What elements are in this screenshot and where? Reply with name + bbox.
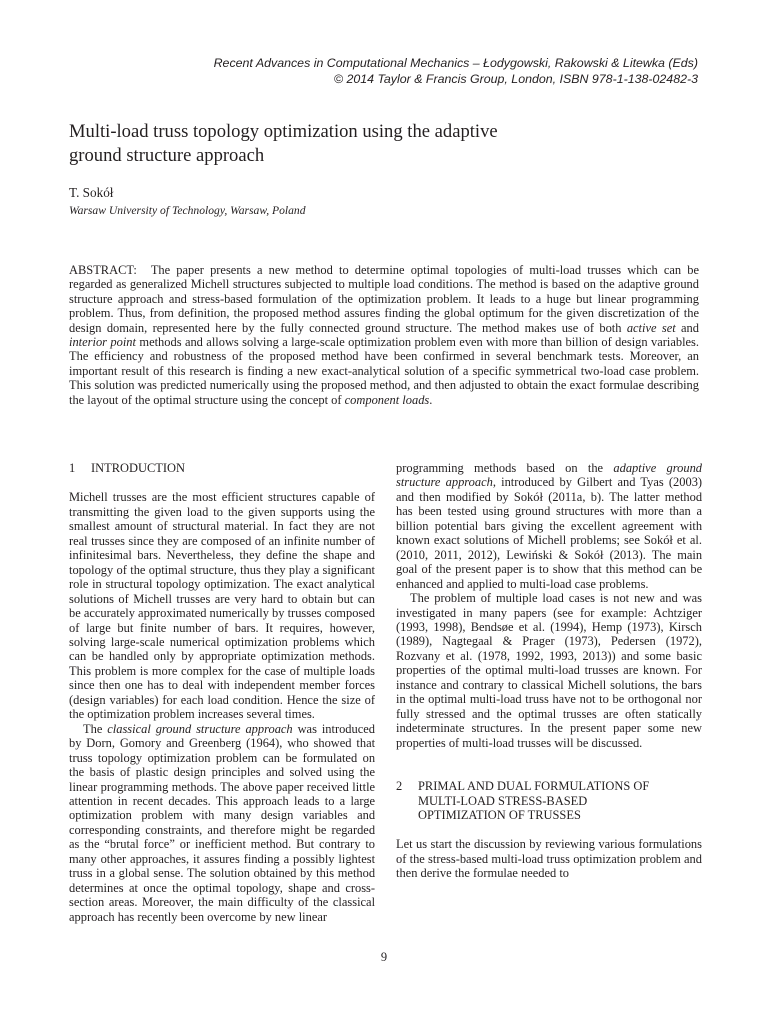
section-1-heading bbox=[69, 461, 375, 475]
abstract-text-1: The paper presents a new method to determine optimal topologies of multi-load trusses which can be regarded as generalized Michell structures subjected to multiple load conditions. The method is based on the adaptive ground structure approach and stress-based formulation of the optimization problem. It leads to a huge but linear programming problem. Thus, from definition, the proposed method assures finding the global optimum for the given discretization of the design domain, represented here by the fully connected ground structure. The method makes use of both bbox=[69, 263, 699, 335]
section-2-paragraph-1: Let us start the discussion by reviewing various formulations of the stress-based multi-load truss optimization problem and then derive the formulae needed to bbox=[396, 837, 702, 881]
intro-paragraph-2: The classical ground structure approach was introduced by Dorn, Gomory and Greenberg (1964), who showed that truss topology optimization problem can be formulated on the basis of plastic design principles and solved using the linear programming methods. The above paper received little attention in recent decades. This approach leads to a large optimization problem with many design variables and corresponding constraints, and therefore might be regarded as the “brutal force” or inefficient method. But contrary to many other approaches, it assures finding a possibly lightest truss in a global sense. The solution obtained by this method determines at once the optimal topology, shape and cross-section areas. Moreover, the main difficulty of the classical approach has recently been overcome by new linear bbox=[69, 721, 376, 924]
page-number: 9 bbox=[380, 950, 388, 964]
intro-paragraph-3: The problem of multiple load cases is not new and was investigated in many papers (see for example: Achtziger (1993, 1998), Bendsøe et al. (1994), Hemp (1973), Kirsch (1989), Nagtegaal & Prager (1973), Pedersen (1972), Rozvany et al. (1978, 1992, 1993, 2013)) and some basic properties of the optimal multi-load trusses are known. For instance and contrary to classical Michell solutions, the bars in the optimal multi-load truss have not to be orthogonal nor fully stressed and the optimal trusses are often statically indeterminate structures. In the present paper some new properties of multi-load trusses will be discussed. bbox=[396, 591, 702, 750]
abstract-text-3: methods and allows solving a large-scale optimization problem even with more than billion of design variables. The efficiency and robustness of the proposed method have been confirmed in several benchmark tests. Moreover, an important result of this research is finding a new exact-analytical solution of a specific symmetrical two-load case problem. This solution was predicted numerically using the proposed method, and then adjusted to obtain the exact formulae describing the layout of the optimal structure using the concept of bbox=[69, 335, 699, 407]
title-line-1: Multi-load truss topology optimization using the adaptive bbox=[69, 121, 498, 142]
intro-paragraph-1: Michell trusses are the most efficient structures capable of transmitting the given load to the given supports using the smallest amount of structural material. In fact they are not real trusses since they are composed of an infinite number of infinitesimal bars. Nevertheless, they define the shape and topology of the optimal structure, thus they play a significant role in structural topology optimization. The exact analytical solutions of Michell trusses are very hard to obtain but can be accurately approximated numerically by trusses composed of large but finite number of bars. It requires, however, solving large-scale numerical optimization problems which can be handled only by appropriate optimization methods. This problem is more complex for the case of multiple loads since then one has to deal with independent member forces (design variables) for each load condition. Hence the size of the optimization problem increases several times. bbox=[69, 490, 375, 722]
abstract-text-2: and bbox=[675, 320, 699, 335]
abstract bbox=[69, 263, 699, 407]
section-2-title-line-2: MULTI-LOAD STRESS-BASED bbox=[418, 793, 588, 808]
section-1-title: INTRODUCTION bbox=[91, 461, 185, 475]
header-line-2: © 2014 Taylor & Francis Group, London, ISBN 978-1-138-02482-3 bbox=[333, 72, 698, 86]
section-2-title-line-3: OPTIMIZATION OF TRUSSES bbox=[418, 807, 581, 822]
section-2-title-line-1: PRIMAL AND DUAL FORMULATIONS OF bbox=[418, 779, 650, 794]
section-2-heading bbox=[396, 779, 702, 822]
intro-paragraph-2-continued: programming methods based on the adaptive ground structure approach, introduced by Gilbert and Tyas (2003) and then modified by Sokół (2011a, b). The latter method has been tested using ground structures with more than a billion potential bars giving the excellent agreement with known exact solutions of Michell problems; see Sokół et al. (2010, 2011, 2012), Lewiński & Sokół (2013). The main goal of the present paper is to show that this method can be enhanced and applied to multi-load case problems. bbox=[396, 461, 703, 591]
right-column bbox=[396, 461, 702, 881]
header-line-1: Recent Advances in Computational Mechanics – Łodygowski, Rakowski & Litewka (Eds) bbox=[213, 56, 698, 70]
title-line-2: ground structure approach bbox=[69, 145, 265, 166]
section-1-number: 1 bbox=[69, 461, 76, 475]
section-2-title bbox=[418, 779, 649, 822]
abstract-label: ABSTRACT: bbox=[69, 263, 137, 277]
author-affiliation: Warsaw University of Technology, Warsaw, Poland bbox=[69, 204, 306, 217]
paper-title bbox=[69, 120, 669, 168]
running-header bbox=[58, 55, 698, 87]
abstract-emph-3: component loads bbox=[344, 392, 430, 407]
author-name: T. Sokół bbox=[69, 185, 114, 200]
abstract-text-4: . bbox=[429, 392, 433, 407]
section-2-number: 2 bbox=[396, 779, 403, 794]
left-column bbox=[69, 461, 375, 924]
abstract-emph-1: active set bbox=[626, 320, 676, 335]
abstract-emph-2: interior point bbox=[69, 335, 136, 350]
